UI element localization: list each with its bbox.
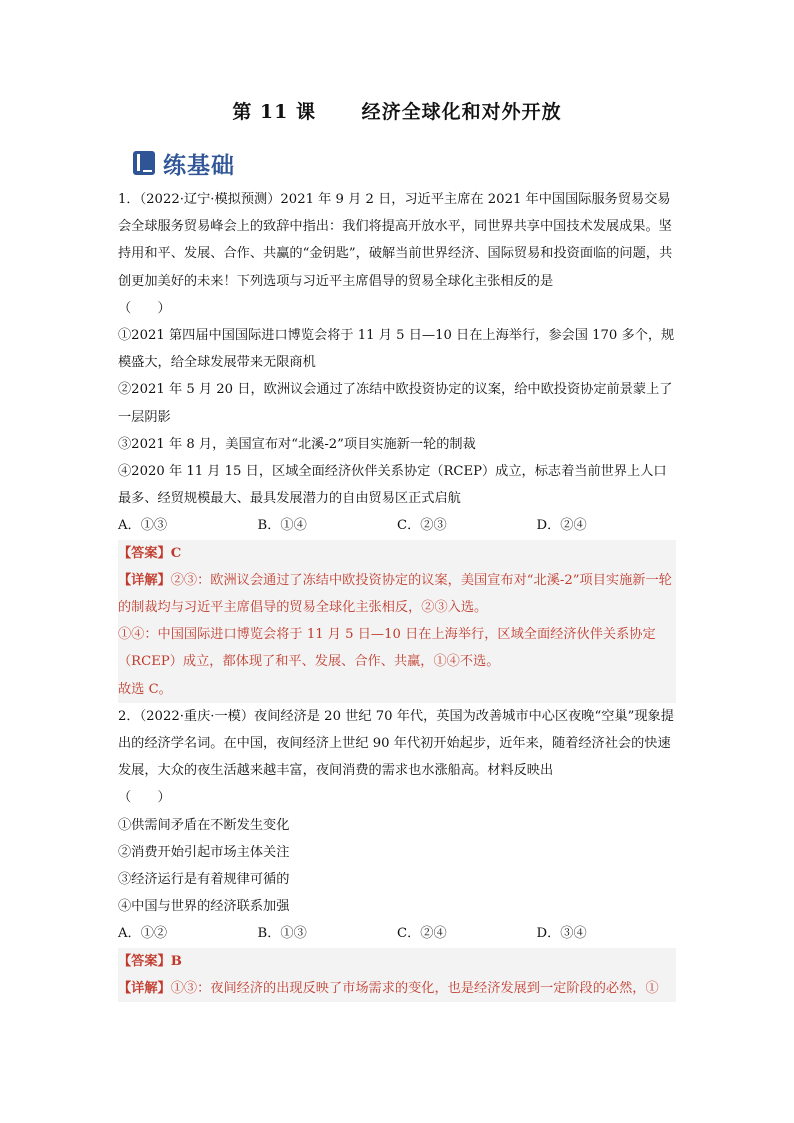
statement-item: ②消费开始引起市场主体关注	[118, 844, 290, 860]
question-list	[118, 186, 676, 1002]
option-row	[118, 512, 676, 539]
question-stem: 2．（2022·重庆·一模）夜间经济是 20 世纪 70 年代，英国为改善城市中心区夜晚“空巢”现象提出的经济学名词。在中国，夜间经济上世纪 90 年代初开始起步，近年来，随着经济社会的快速发展，大众的夜生活越来越丰富，夜间消费的需求也水涨船高。材料反映出	[118, 708, 674, 779]
detail-line	[118, 567, 676, 621]
section-header	[133, 145, 235, 181]
detail-line: 故选 C。	[118, 681, 172, 697]
answer-value: C	[170, 545, 182, 561]
answer-line	[118, 948, 676, 975]
answer-blank: （ ）	[118, 300, 171, 316]
option-b: B．①③	[257, 926, 307, 942]
book-icon	[133, 151, 155, 175]
option-a: A．①③	[118, 518, 168, 534]
lesson-title: 第 11 课 经济全球化和对外开放	[232, 101, 562, 123]
question-2	[118, 703, 676, 1002]
detail-line: ①④：中国国际进口博览会将于 11 月 5 日—10 日在上海举行，区域全面经济伙伴关系协定（RCEP）成立，都体现了和平、发展、合作、共赢，①④不选。	[118, 627, 656, 670]
statement-item: ③经济运行是有着规律可循的	[118, 872, 290, 888]
statement-item: ②2021 年 5 月 20 日，欧洲议会通过了冻结中欧投资协定的议案，给中欧投资协定前景蒙上了一层阴影	[118, 382, 673, 425]
question-1	[118, 186, 676, 703]
option-c: C．②④	[397, 926, 447, 942]
statement-item: ④2020 年 11 月 15 日，区域全面经济伙伴关系协定（RCEP）成立，标志着当前世界上人口最多、经贸规模最大、最具发展潜力的自由贸易区正式启航	[118, 464, 667, 507]
answer-tag: 【答案】	[118, 545, 171, 561]
option-a: A．①②	[118, 926, 168, 942]
detail-text: ①③：夜间经济的出现反映了市场需求的变化，也是经济发展到一定阶段的必然，①	[170, 980, 659, 996]
section-label: 练基础	[163, 152, 235, 179]
detail-text: ②③：欧洲议会通过了冻结中欧投资协定的议案，美国宣布对“北溪-2”项目实施新一轮的制裁均与习近平主席倡导的贸易全球化主张相反，②③入选。	[118, 572, 672, 616]
answer-box	[118, 948, 676, 1002]
option-d: D．③④	[536, 926, 587, 942]
option-c: C．②③	[397, 518, 447, 534]
detail-tag: 【详解】	[118, 572, 171, 588]
answer-box	[118, 540, 676, 703]
option-b: B．①④	[257, 518, 307, 534]
answer-blank: （ ）	[118, 790, 171, 806]
statement-item: ③2021 年 8 月，美国宣布对“北溪-2”项目实施新一轮的制裁	[118, 436, 476, 452]
question-stem: 1．（2022·辽宁·模拟预测）2021 年 9 月 2 日，习近平主席在 2021 年中国国际服务贸易交易会全球服务贸易峰会上的致辞中指出：我们将提高开放水平，同世界共享中国技术发展成果。坚持用和平、发展、合作、共赢的“金钥匙”，破解当前世界经济、国际贸易和投资面临的问题，共创更加美好的未来！下列选项与习近平主席倡导的贸易全球化主张相反的是	[118, 192, 673, 289]
detail-line	[118, 975, 676, 1002]
answer-tag: 【答案】	[118, 953, 171, 969]
statement-item: ①供需间矛盾在不断发生变化	[118, 817, 290, 833]
detail-tag: 【详解】	[118, 980, 171, 996]
statement-item: ④中国与世界的经济联系加强	[118, 899, 290, 915]
option-d: D．②④	[536, 518, 587, 534]
statement-item: ①2021 第四届中国国际进口博览会将于 11 月 5 日—10 日在上海举行，参会国 170 多个，规模盛大，给全球发展带来无限商机	[118, 328, 675, 371]
answer-line	[118, 540, 676, 567]
option-row	[118, 920, 676, 947]
answer-value: B	[170, 953, 182, 969]
